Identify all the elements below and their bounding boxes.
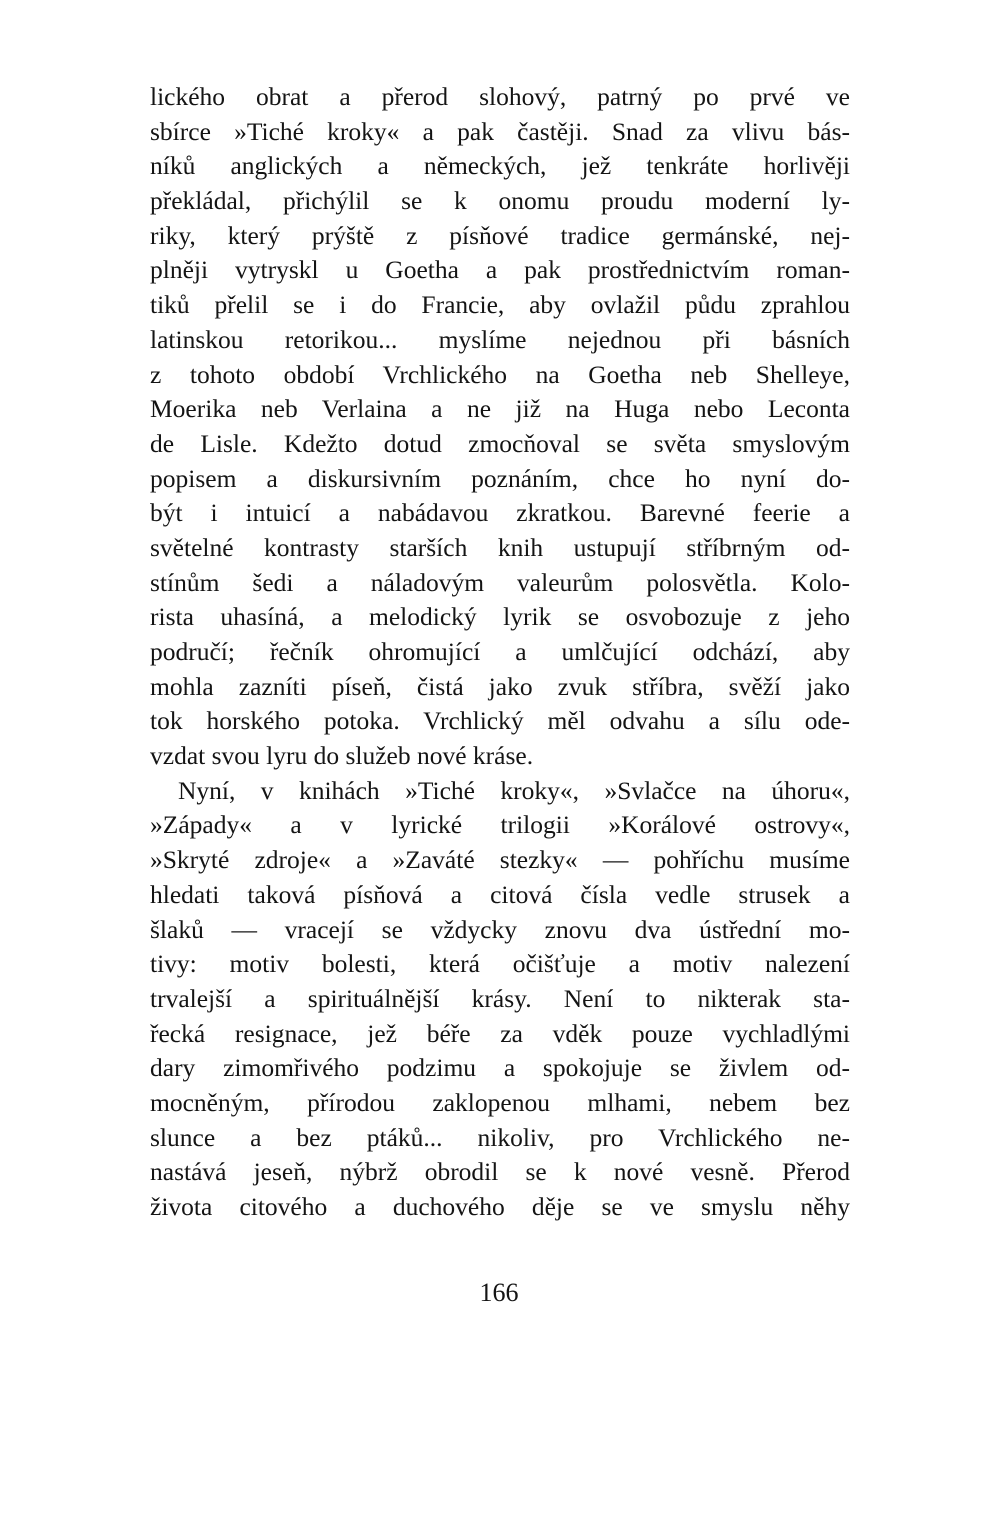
- text-line: života citového a duchového děje se ve smyslu něhy: [150, 1192, 850, 1221]
- text-line: mocněným, přírodou zaklopenou mlhami, nebem bez: [150, 1087, 850, 1117]
- text-line: de Lisle. Kdežto dotud zmocňoval se světa smyslovým: [150, 428, 850, 458]
- text-line: světelné kontrasty starších knih ustupují stříbrným od-: [150, 532, 850, 562]
- paragraph-end-line: vzdat svou lyru do služeb nové krásе.: [150, 741, 534, 771]
- text-line: nastává jeseň, nýbrž obrodil se k nové vesně. Přerod: [150, 1157, 850, 1187]
- text-line: sbírce »Tiché kroky« a pak častěji. Snad za vlivu bás-: [150, 116, 850, 146]
- text-line: hledati taková písňová a citová čísla vedle strusek a: [150, 879, 850, 909]
- text-line: být i intuicí a nabádavou zkratkou. Barevné feerie a: [150, 498, 850, 528]
- text-line: z tohoto období Vrchlického na Goetha neb Shelleye,: [150, 359, 850, 389]
- text-line: stínům šedi a náladovým valeurům polosvětla. Kolo-: [150, 567, 850, 597]
- text-line: popisem a diskursivním poznáním, chce ho nyní do-: [150, 463, 850, 493]
- text-line: riky, který prýště z písňové tradice germánské, nej-: [150, 220, 850, 250]
- text-line: překládal, přichýlil se k onomu proudu moderní ly-: [150, 186, 850, 216]
- text-line: trvalejší a spirituálnější krásy. Není to nikterak sta-: [150, 983, 850, 1013]
- text-line: šlaků — vracejí se vždycky znovu dva ústřední mo-: [150, 914, 850, 944]
- text-line: »Skryté zdroje« a »Zaváté stezky« — pohříchu musíme: [150, 845, 850, 875]
- text-line: »Západy« a v lyrické trilogii »Korálové ostrovy«,: [150, 810, 850, 840]
- body-text: [150, 80, 850, 1225]
- page-number: 166: [479, 1278, 519, 1307]
- text-line: lického obrat a přerod slohový, patrný po prvé ve: [150, 82, 850, 111]
- text-line: tivy: motiv bolesti, která očišťuje a motiv nalezení: [150, 949, 850, 979]
- text-line: Moerika neb Verlaina a ne již na Huga nebo Leconta: [150, 394, 850, 424]
- text-line: rista uhasíná, a melodický lyrik se osvobozuje z jeho: [150, 602, 850, 632]
- paragraph-start-line: Nyní, v knihách »Tiché kroky«, »Svlačce na úhoru«,: [178, 775, 850, 805]
- text-line: područí; řečník ohromující a umlčující odchází, aby: [150, 637, 850, 666]
- text-line: latinskou retorikou... myslíme nejednou při básních: [150, 324, 850, 354]
- text-line: plněji vytryskl u Goetha a pak prostřednictvím roman-: [150, 255, 850, 285]
- text-line: mohla zazníti píseň, čistá jako zvuk stříbra, svěží jako: [150, 671, 850, 701]
- text-line: tok horského potoka. Vrchlický měl odvahu a sílu ode-: [150, 706, 850, 736]
- text-line: řecká resignace, jež béře za vděk pouze vychladlými: [150, 1018, 850, 1048]
- text-line: slunce a bez ptáků... nikoliv, pro Vrchlického ne-: [150, 1122, 850, 1152]
- text-line: dary zimomřivého podzimu a spokojuje se živlem od-: [150, 1053, 850, 1083]
- text-line: tiků přelil se i do Francie, aby ovlažil půdu zprahlou: [150, 290, 850, 320]
- text-line: níků anglických a německých, jež tenkráte horlivěji: [150, 151, 850, 181]
